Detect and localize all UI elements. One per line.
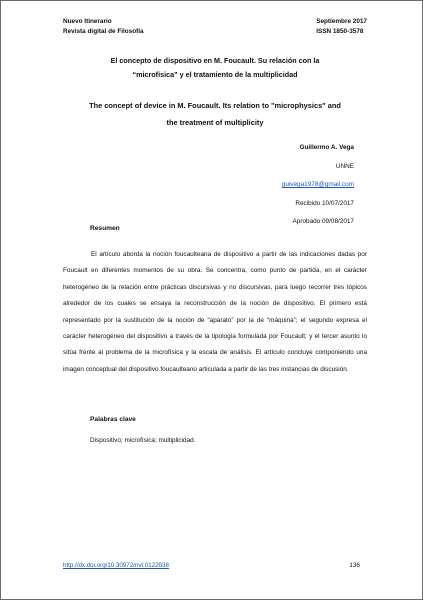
- journal-name: Nuevo Itinerario: [63, 18, 112, 25]
- author-block: [282, 139, 354, 232]
- title-spanish-line-2: “microfísica” y el tratamiento de la multiplicidad: [132, 70, 298, 79]
- received-date: Recibido 10/07/2017: [295, 199, 354, 207]
- journal-subtitle: Revista digital de Filosofía: [63, 27, 144, 35]
- keywords-text: Dispositivo; microfísica; multiplicidad.: [90, 437, 196, 444]
- title-english: [63, 98, 367, 131]
- title-spanish-line-1: El concepto de dispositivo en M. Foucault. Su relación con la: [110, 56, 320, 65]
- author-name: Guillermo A. Vega: [299, 144, 354, 151]
- author-email-link[interactable]: guivega1978@gmail.com: [281, 181, 354, 188]
- document-page: [1, 1, 422, 599]
- author-affiliation: UNNE: [335, 162, 354, 170]
- doi-link[interactable]: http://dx.doi.org/10.30972/nvt.0122038: [63, 562, 169, 569]
- issue-header: [316, 17, 367, 36]
- keywords-heading: Palabras clave: [90, 416, 136, 423]
- title-english-line-2: the treatment of multiplicity: [166, 117, 264, 127]
- abstract-heading: Resumen: [90, 225, 120, 232]
- title-spanish: [71, 54, 359, 82]
- issue-date: Septiembre 2017: [316, 18, 367, 25]
- journal-header: [63, 17, 144, 36]
- issn: ISSN 1850-3578: [316, 27, 364, 35]
- page-number: 136: [349, 562, 360, 569]
- abstract-paragraph: El artículo aborda la noción foucaulteana de dispositivo a partir de las indicaciones dadas por Foucault en diferentes momentos de su obra. Se concentra, como punto de partida, en el carácter heterogéneo de la relación entre prácticas discursivas y no discursivas, para luego recorrer tres tópicos alrededor de los cuales se ensaya la reconstrucción de la noción de dispositivo. El primero está representado por la sustitución de la noción de “aparato” por la de “máquina”; el segundo expresa el carácter heterogéneo del dispositivo a través de la tipología formulada por Foucault; y el tercer asunto lo sitúa frente al problema de la microfísica y la escala de análisis. El artículo concluye componiendo una imagen conceptual del dispositivo foucaulteano articulada a partir de las tres instancias de discusión.: [63, 251, 367, 373]
- approved-date: Aprobado 09/08/2017: [292, 218, 354, 225]
- title-english-line-1: The concept of device in M. Foucault. Its relation to "microphysics" and: [89, 101, 341, 110]
